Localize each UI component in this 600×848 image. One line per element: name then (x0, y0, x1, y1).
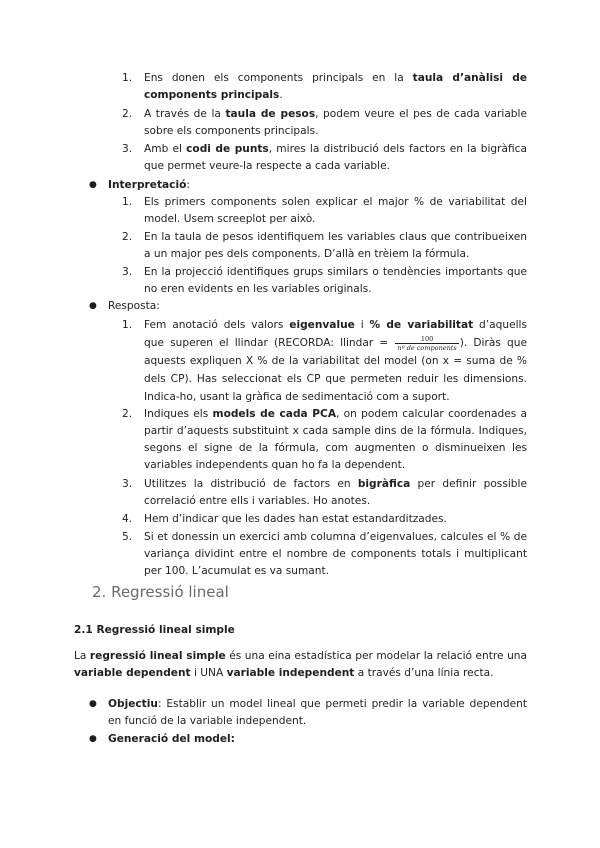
threshold-fraction: $\frac{100}{\text{nº de components}}$ (397, 334, 457, 352)
list-number: 2. (122, 108, 133, 120)
list-item: 4. Hem d’indicar que les dades han estat estandarditzades. (122, 513, 447, 525)
list-item: 2. En la taula de pesos identifiquem les variables claus que contribueixen a un major pes dels components. D’allà en trèiem la fórmula. (122, 231, 527, 260)
list-number: 3. (122, 143, 133, 155)
list-item: 1. Fem anotació dels valors eigenvalue i % de variabilitat d’aquells que superen el llindar (RECORDA: llindar = $\frac{100}{\text{nº de components}}$ ). Diràs que aquests expliquen X % de la variabilitat del model (on x = suma de % dels CP). Has seleccionat els CP que permeten reduir les dimensions. Indica-ho, usant la gràfica de sedimentació com a suport. (122, 319, 528, 403)
subsection-heading: 2.1 Regressió lineal simple (74, 624, 235, 636)
bullet-icon: ● (89, 301, 97, 311)
list-item: 5. Si et donessin un exercici amb columna d’eigenvalues, calcules el % de variança dividint entre el nombre de components totals i multiplicant per 100. L’acumulat es va sumant. (122, 531, 527, 577)
bullet-interpretacio: ● Interpretació: (108, 177, 527, 194)
section-heading: 2. Regressió lineal (92, 583, 229, 601)
bullet-resposta: ● Resposta: (108, 298, 527, 315)
list-number: 1. (122, 72, 133, 84)
bullet-icon: ● (89, 699, 97, 709)
list-item: 1. Ens donen els components principals en la taula d’anàlisi de components principals. (122, 72, 528, 101)
bullet-generacio: ● Generació del model: (108, 731, 527, 748)
bullet-icon: ● (89, 734, 97, 744)
list-item: 2. A través de la taula de pesos, podem veure el pes de cada variable sobre els components principals. (122, 108, 527, 137)
list-item: 2. Indiques els models de cada PCA, on podem calcular coordenades a partir d’aquests substituint x cada sample dins de la fórmula. Indiques, segons el signe de la fórmula, com augmenten o disminueixen les variables independents quan ho fa la dependent. (122, 408, 528, 471)
list-item: 3. En la projecció identifiques grups similars o tendències importants que no eren evidents en les variables originals. (122, 266, 527, 295)
intro-paragraph: La regressió lineal simple és una eina estadística per modelar la relació entre una variable dependent i UNA variable independent a través d’una línia recta. (74, 650, 527, 679)
list-item: 1. Els primers components solen explicar el major % de variabilitat del model. Usem screeplot per això. (122, 196, 527, 225)
list-item: 3. Amb el codi de punts, mires la distribució dels factors en la bigràfica que permet veure-la respecte a cada variable. (122, 143, 527, 172)
bullet-icon: ● (89, 180, 97, 190)
list-item: 3. Utilitzes la distribució de factors en bigràfica per definir possible correlació entre ells i variables. Ho anotes. (122, 478, 527, 507)
bullet-objectiu: ● Objectiu: Establir un model lineal que permeti predir la variable dependent en funció de la variable independent. (89, 698, 527, 727)
